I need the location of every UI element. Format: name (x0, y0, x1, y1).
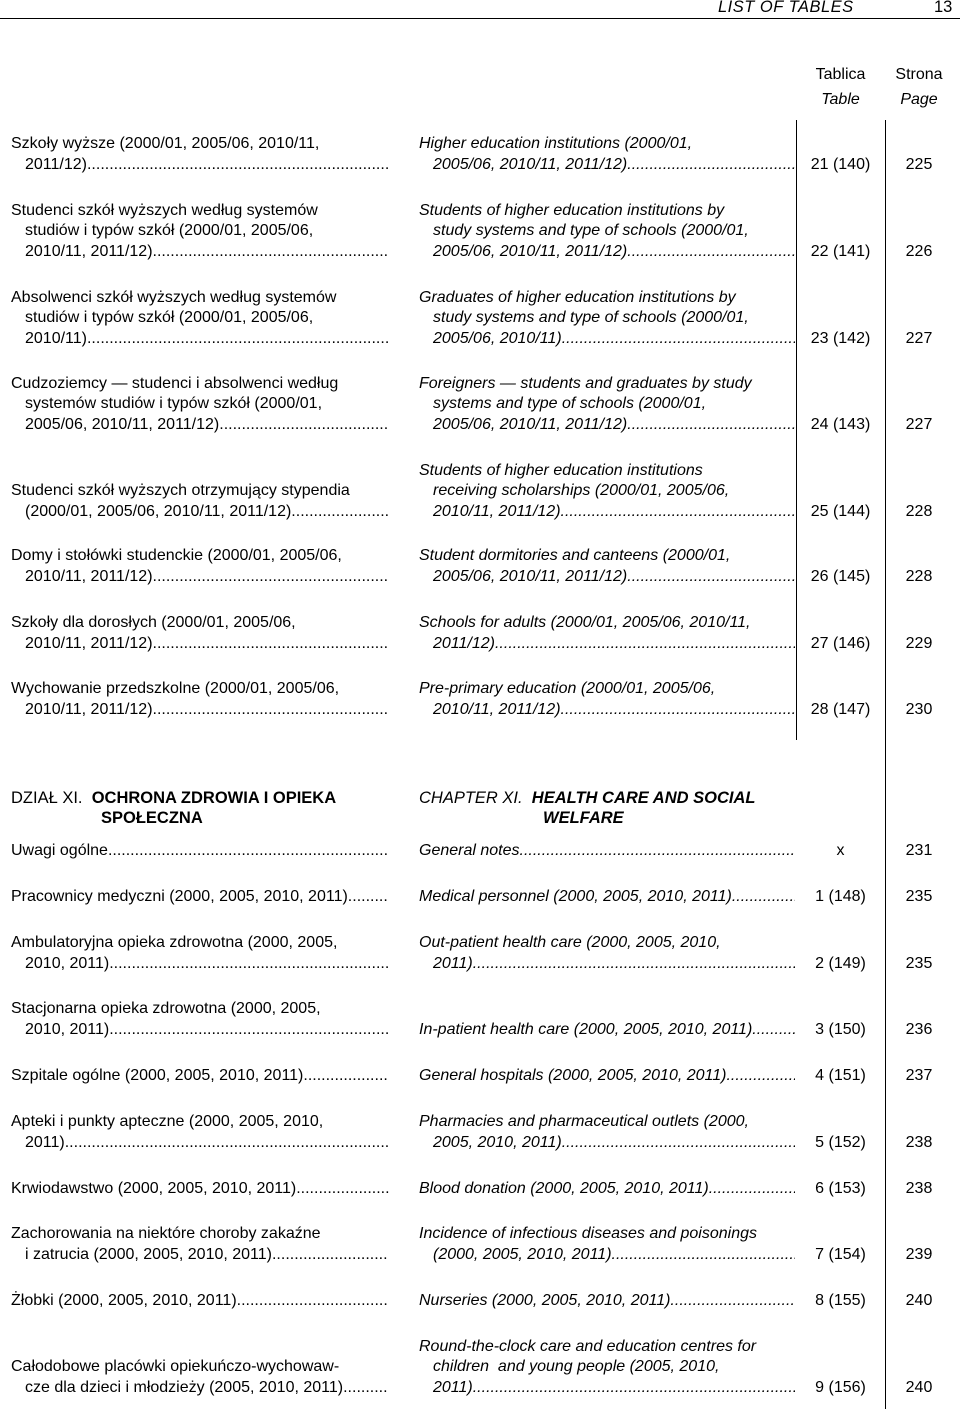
dot-leader (562, 329, 795, 350)
dot-leader (109, 1020, 389, 1041)
entry-en-line: 2005/06, 2010/11) (433, 329, 562, 347)
entry-pl-text (11, 1291, 389, 1312)
entry-en-text (419, 841, 795, 862)
dot-leader (153, 567, 389, 588)
entry-en-line: Pharmacies and pharmaceutical outlets (2000, (419, 1113, 749, 1130)
chapter-title-pl-1: OCHRONA ZDROWIA I OPIEKA (91, 789, 337, 807)
entry-pl-text (11, 933, 389, 974)
column-header-table (796, 62, 885, 112)
entry-en-text (419, 679, 795, 720)
entry-en-text (419, 374, 795, 436)
dot-leader (561, 700, 795, 721)
page-ref[interactable]: 238 (905, 1134, 933, 1151)
entry-en-line: Nurseries (2000, 2005, 2010, 2011) (419, 1291, 671, 1309)
running-header (0, 0, 960, 18)
entry-pl-line: Całodobowe placówki opiekuńczo-wychowaw- (11, 1358, 340, 1375)
entry-en-line: study systems and type of schools (2000/01, (433, 309, 749, 326)
column-header-table-en: Table (821, 91, 860, 108)
entry-pl-text (11, 288, 389, 350)
table-number: 24 (143) (810, 416, 871, 433)
entry-en-text (419, 1224, 795, 1265)
entry-en-line: receiving scholarships (2000/01, 2005/06, (433, 482, 730, 499)
page-ref[interactable]: 229 (905, 635, 933, 652)
dot-leader (296, 1179, 389, 1200)
entry-pl-text (11, 1357, 389, 1398)
entry-pl-line: (2000/01, 2005/06, 2010/11, 2011/12) (25, 502, 292, 520)
entry-pl-text (11, 887, 389, 908)
entry-en-text (419, 201, 795, 263)
entry-pl-line: 2010, 2011) (25, 954, 110, 972)
dot-leader (627, 242, 795, 263)
entry-en-line: Out-patient health care (2000, 2005, 2010, (419, 934, 721, 951)
entry-pl-line: Szkoły wyższe (2000/01, 2005/06, 2010/11, (11, 135, 320, 152)
entry-en-line: Incidence of infectious diseases and poisonings (419, 1225, 757, 1242)
table-number: 22 (141) (810, 243, 871, 260)
entry-pl-line: Studenci szkół wyższych według systemów (11, 201, 318, 219)
entry-en-line: Higher education institutions (2000/01, (419, 135, 693, 152)
entry-en-line: Student dormitories and canteens (2000/01, (419, 547, 731, 564)
table-number: 28 (147) (810, 701, 871, 718)
chapter-title-pl-2: SPOŁECZNA (101, 809, 203, 827)
entry-pl-line: Pracownicy medyczni (2000, 2005, 2010, 2011) (11, 887, 348, 905)
entry-pl-line: 2005/06, 2010/11, 2011/12) (25, 415, 220, 433)
entry-en-line: 2011/12) (433, 634, 495, 652)
dot-leader (237, 1291, 389, 1312)
page-ref[interactable]: 230 (905, 701, 933, 718)
entry-pl-line: Żłobki (2000, 2005, 2010, 2011) (11, 1291, 237, 1309)
entry-pl-text (11, 679, 389, 720)
entry-en-line: Medical personnel (2000, 2005, 2010, 2011) (419, 887, 732, 905)
dot-leader (473, 1378, 795, 1399)
table-number: 21 (140) (810, 156, 871, 173)
entry-pl-line: studiów i typów szkół (2000/01, 2005/06, (25, 222, 314, 239)
entry-pl-line: systemów studiów i typów szkół (2000/01, (25, 395, 323, 412)
chapter-heading-pl (11, 788, 389, 828)
entry-pl-line: 2010, 2011) (25, 1020, 110, 1038)
header-rule (0, 18, 960, 19)
entry-en-line: study systems and type of schools (2000/01, (433, 222, 749, 239)
dot-leader (303, 1066, 389, 1087)
entry-en-line: General notes (419, 841, 520, 859)
entry-pl-line: Cudzoziemcy — studenci i absolwenci według (11, 374, 339, 392)
dot-leader (87, 329, 389, 350)
entry-en-line: (2000, 2005, 2010, 2011) (433, 1245, 612, 1263)
page-ref[interactable]: 236 (905, 1021, 933, 1038)
page-ref[interactable]: 240 (905, 1379, 933, 1396)
entry-en-line: 2005/06, 2010/11, 2011/12) (433, 415, 628, 433)
chapter-prefix-pl: DZIAŁ XI. (11, 789, 83, 807)
dot-leader (473, 954, 795, 975)
page-number: 13 (934, 0, 953, 16)
table-number: 8 (155) (815, 1292, 866, 1309)
entry-pl-text (11, 1179, 389, 1200)
table-number: 9 (156) (815, 1379, 866, 1396)
entry-pl-line: Studenci szkół wyższych otrzymujący stypendia (11, 482, 350, 499)
entry-en-line: Students of higher education institutions by (419, 201, 725, 219)
dot-leader (153, 634, 389, 655)
entry-pl-line: i zatrucia (2000, 2005, 2010, 2011) (25, 1245, 272, 1263)
entry-en-line: 2005/06, 2010/11, 2011/12) (433, 567, 628, 585)
entry-pl-line: 2010/11, 2011/12) (25, 634, 153, 652)
dot-leader (627, 415, 795, 436)
entry-en-line: 2010/11, 2011/12) (433, 502, 561, 520)
entry-pl-line: Domy i stołówki studenckie (2000/01, 2005/06, (11, 547, 342, 564)
entry-en-line: 2011) (433, 1378, 473, 1396)
entry-en-text (419, 1179, 795, 1200)
entry-en-text (419, 613, 795, 654)
entry-en-line: 2005, 2010, 2011) (433, 1133, 562, 1151)
chapter-title-en-1: HEALTH CARE AND SOCIAL (531, 789, 756, 807)
entry-pl-line: Stacjonarna opieka zdrowotna (2000, 2005, (11, 1000, 321, 1017)
entry-pl-line: 2010/11, 2011/12) (25, 567, 153, 585)
entry-en-line: Pre-primary education (2000/01, 2005/06, (419, 680, 716, 697)
entry-en-line: Foreigners — students and graduates by study (419, 374, 752, 392)
entry-en-text (419, 546, 795, 587)
dot-leader (153, 242, 389, 263)
entry-en-line: Schools for adults (2000/01, 2005/06, 2010/11, (419, 614, 751, 631)
chapter-heading-en (419, 788, 795, 828)
entry-en-text (419, 887, 795, 908)
entry-pl-line: Absolwenci szkół wyższych według systemów (11, 288, 337, 306)
running-header-title: LIST OF TABLES (718, 0, 854, 16)
entry-en-text (419, 1291, 795, 1312)
entry-en-line: 2005/06, 2010/11, 2011/12) (433, 155, 628, 173)
entry-en-line: 2011) (433, 954, 473, 972)
dot-leader (562, 1133, 795, 1154)
page-ref[interactable]: 235 (905, 888, 933, 905)
entry-pl-text (11, 374, 389, 436)
entry-pl-line: 2011) (25, 1133, 65, 1151)
entry-en-text (419, 1066, 795, 1087)
page-ref[interactable]: 227 (905, 330, 933, 347)
table-number: 27 (146) (810, 635, 871, 652)
page-ref[interactable]: 225 (905, 156, 933, 173)
entry-pl-line: Szkoły dla dorosłych (2000/01, 2005/06, (11, 614, 296, 631)
page-ref[interactable]: 238 (905, 1180, 933, 1197)
page-ref[interactable]: 227 (905, 416, 933, 433)
dot-leader (108, 841, 389, 862)
dot-leader (109, 954, 389, 975)
chapter-prefix-en: CHAPTER XI. (419, 789, 523, 807)
column-header-tablica: Tablica (815, 66, 866, 83)
page-ref[interactable]: 231 (905, 842, 933, 859)
table-number: x (836, 842, 845, 859)
entry-en-line: Blood donation (2000, 2005, 2010, 2011) (419, 1179, 709, 1197)
entry-pl-text (11, 201, 389, 263)
dot-leader (709, 1179, 795, 1200)
table-number: 3 (150) (815, 1021, 866, 1038)
dot-leader (670, 1291, 795, 1312)
chapter-title-en-2: WELFARE (543, 809, 624, 827)
entry-en-text (419, 461, 795, 523)
entry-pl-line: 2010/11, 2011/12) (25, 242, 153, 260)
dot-leader (627, 567, 795, 588)
dot-leader (348, 887, 389, 908)
entry-pl-text (11, 841, 389, 862)
entry-en-text (419, 933, 795, 974)
table-number: 2 (149) (815, 955, 866, 972)
entry-pl-line: Uwagi ogólne (11, 841, 108, 859)
column-rule-page (885, 120, 886, 1409)
entry-pl-line: 2010/11) (25, 329, 87, 347)
dot-leader (520, 841, 795, 862)
dot-leader (726, 1066, 795, 1087)
dot-leader (752, 1020, 795, 1041)
table-number: 26 (145) (810, 568, 871, 585)
entry-pl-text (11, 999, 389, 1040)
table-number: 23 (142) (810, 330, 871, 347)
entry-pl-text (11, 134, 389, 175)
page-ref[interactable]: 235 (905, 955, 933, 972)
column-header-page-en: Page (900, 91, 938, 108)
entry-pl-line: 2011/12) (25, 155, 87, 173)
page-ref[interactable]: 228 (905, 503, 933, 520)
entry-pl-line: cze dla dzieci i młodzieży (2005, 2010, 2011) (25, 1378, 344, 1396)
page-ref[interactable]: 237 (905, 1067, 933, 1084)
dot-leader (219, 415, 389, 436)
entry-pl-line: Ambulatoryjna opieka zdrowotna (2000, 2005, (11, 934, 338, 951)
table-number: 25 (144) (810, 503, 871, 520)
entry-pl-line: 2010/11, 2011/12) (25, 700, 153, 718)
column-header-page (886, 62, 952, 112)
entry-pl-line: Szpitale ogólne (2000, 2005, 2010, 2011) (11, 1066, 304, 1084)
entry-en-line: 2005/06, 2010/11, 2011/12) (433, 242, 628, 260)
table-number: 1 (148) (815, 888, 866, 905)
dot-leader (272, 1245, 389, 1266)
entry-pl-text (11, 1112, 389, 1153)
page-ref[interactable]: 239 (905, 1246, 933, 1263)
table-number: 5 (152) (815, 1134, 866, 1151)
entry-en-line: children and young people (2005, 2010, (433, 1358, 720, 1375)
dot-leader (87, 155, 389, 176)
entry-pl-line: Zachorowania na niektóre choroby zakaźne (11, 1225, 321, 1242)
entry-en-line: systems and type of schools (2000/01, (433, 395, 707, 412)
dot-leader (627, 155, 795, 176)
dot-leader (612, 1245, 795, 1266)
entry-en-text (419, 1112, 795, 1153)
dot-leader (561, 502, 795, 523)
page-ref[interactable]: 226 (905, 243, 933, 260)
entry-en-text (419, 134, 795, 175)
entry-en-line: General hospitals (2000, 2005, 2010, 2011) (419, 1066, 727, 1084)
entry-pl-text (11, 1066, 389, 1087)
entry-pl-text (11, 1224, 389, 1265)
entry-en-text (419, 1337, 795, 1399)
entry-en-line: Round-the-clock care and education centres for (419, 1337, 757, 1355)
dot-leader (495, 634, 795, 655)
dot-leader (291, 502, 389, 523)
page-ref[interactable]: 228 (905, 568, 933, 585)
column-header-strona: Strona (895, 66, 943, 83)
dot-leader (65, 1133, 389, 1154)
table-number: 7 (154) (815, 1246, 866, 1263)
table-number: 6 (153) (815, 1180, 866, 1197)
dot-leader (153, 700, 389, 721)
entry-pl-line: studiów i typów szkół (2000/01, 2005/06, (25, 309, 314, 326)
table-number: 4 (151) (815, 1067, 866, 1084)
entry-pl-line: Apteki i punkty apteczne (2000, 2005, 2010, (11, 1113, 324, 1130)
dot-leader (732, 887, 795, 908)
dot-leader (343, 1378, 389, 1399)
entry-pl-line: Wychowanie przedszkolne (2000/01, 2005/06, (11, 680, 340, 697)
entry-pl-line: Krwiodawstwo (2000, 2005, 2010, 2011) (11, 1179, 297, 1197)
entry-en-text (419, 1020, 795, 1041)
entry-pl-text (11, 481, 389, 522)
page-ref[interactable]: 240 (905, 1292, 933, 1309)
entry-en-line: Graduates of higher education institutions by (419, 288, 736, 306)
entry-pl-text (11, 613, 389, 654)
entry-en-text (419, 288, 795, 350)
entry-en-line: 2010/11, 2011/12) (433, 700, 561, 718)
entry-pl-text (11, 546, 389, 587)
entry-en-line: In-patient health care (2000, 2005, 2010, 2011) (419, 1020, 753, 1038)
entry-en-line: Students of higher education institutions (419, 461, 703, 479)
